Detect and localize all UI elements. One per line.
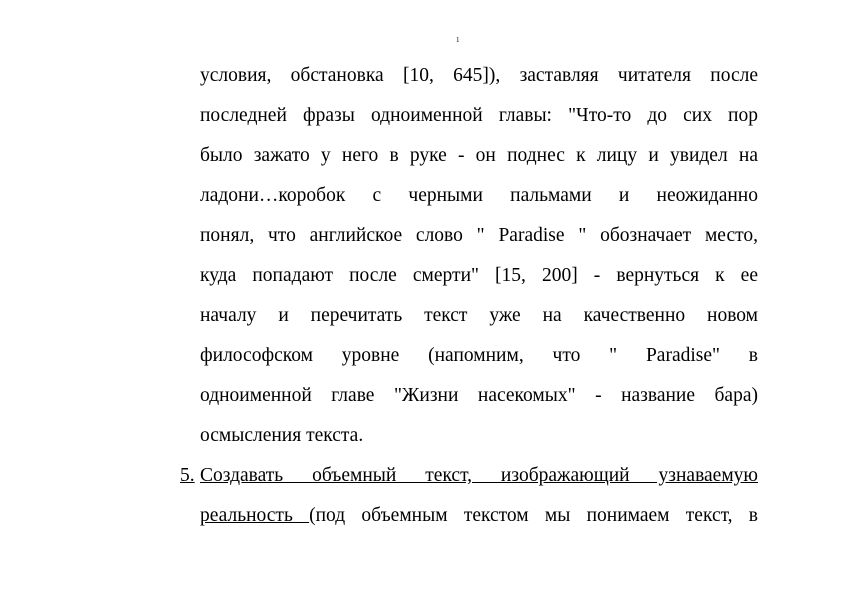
paragraph-line: условия, обстановка [10, 645]), заставляя читателя после — [200, 65, 758, 86]
paragraph-line: началу и перечитать текст уже на качественно новом — [200, 305, 758, 326]
paragraph-line: было зажато у него в руке - он поднес к лицу и увидел на — [200, 145, 758, 166]
paragraph-line: одноименной главе "Жизни насекомых" - название бара) — [200, 385, 758, 406]
document-body — [180, 60, 758, 540]
underlined-term: реальность — [200, 505, 310, 526]
paragraph-line: куда попадают после смерти" [15, 200] - вернуться к ее — [200, 265, 758, 286]
list-item-line — [200, 500, 758, 540]
list-item-heading: Создавать объемный текст, изображающий узнаваемую — [200, 465, 758, 486]
list-marker: 5. — [180, 465, 195, 486]
paragraph-line: ладони…коробок с черными пальмами и неожиданно — [200, 185, 758, 206]
page-number: 1 — [456, 36, 460, 44]
paragraph-line: понял, что английское слово " Paradise " обозначает место, — [200, 225, 758, 246]
paragraph-line: осмысления текста. — [200, 425, 364, 446]
list-item — [180, 460, 758, 540]
list-item-text: (под объемным текстом мы понимаем текст, в — [309, 505, 758, 526]
paragraph-line: философском уровне (напомним, что " Paradise" в — [200, 345, 758, 366]
paragraph-line: последней фразы одноименной главы: "Что-то до сих пор — [200, 105, 758, 126]
